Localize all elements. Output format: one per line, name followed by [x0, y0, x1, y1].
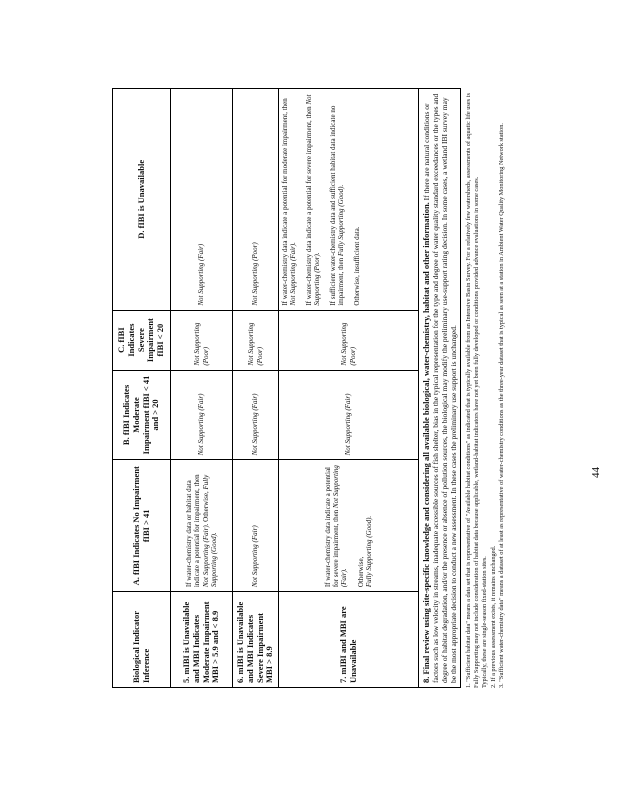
- header-column-d: D. fIBI is Unavailable: [113, 89, 171, 311]
- cell-7b: Not Supporting (Fair): [279, 370, 419, 460]
- cell-rating: Fully Supporting (Good).: [364, 515, 373, 588]
- header-column-c: C. fIBI Indicates Severe Impairment fIBI < 20: [113, 310, 171, 370]
- cell-rating: Fully Supporting (Good).: [201, 474, 218, 588]
- cell-7a: [279, 460, 419, 592]
- header-column-b: B. fIBI Indicates Moderate Impairment fIBI < 41 and > 20: [113, 370, 171, 460]
- cell-7d: [279, 89, 419, 311]
- cell-5c: Not Supporting (Poor): [171, 310, 233, 370]
- cell-6a: Not Supporting (Fair): [233, 460, 279, 592]
- cell-7c: Not Supporting (Poor): [279, 310, 419, 370]
- cell-rating: Not Supporting (Poor).: [305, 94, 322, 306]
- condition-moderate: [281, 93, 297, 306]
- row-label: 5. mIBI is Unavailable and MBI Indicates Moderate Impairment MBI > 5.9 and < 8.9: [171, 592, 233, 688]
- final-review-cell: [419, 89, 461, 688]
- cell-5a: [171, 460, 233, 592]
- footnote-2: 2. If a previous assessment exists, it remains unchanged.: [489, 545, 497, 688]
- table-row-5: [171, 89, 233, 688]
- cell-rating: Not Supporting (Fair).: [201, 523, 210, 588]
- row-label: 7. mIBI and MBI are Unavailable: [279, 592, 419, 688]
- cell-text: If water-chemistry data indicate a potential for moderate impairment, then: [281, 98, 289, 306]
- header-column-a: A. fIBI Indicates No Impairment fIBI > 41: [113, 460, 171, 592]
- cell-6d: Not Supporting (Poor): [233, 89, 279, 311]
- condition-none: [329, 93, 345, 306]
- table-row-7: [279, 89, 419, 688]
- final-review-text: If there are natural conditions or factors such as low velocity in streams, inadequate accessible sources of fish shelter, bias in the typical representation for the type and degree of water quality standard exceedances or the types and degree of habitat degradation, and/or the presence or absence of pollution sources, the biological may modify the preliminary use-support rating decision. In some cases, a wetland IBI survey may be the most appropriate decision to conduct a new assessment. In these cases the preliminary use support is unchanged.: [422, 93, 459, 683]
- footnotes: [465, 88, 506, 688]
- cell-text: If sufficient water-chemistry data and sufficient habitat data indicate no impairment, then: [329, 105, 346, 306]
- table-row-6: [233, 89, 279, 688]
- rotated-page-content: [112, 88, 572, 688]
- cell-text: Otherwise,: [201, 491, 210, 522]
- header-indicator: Biological Indicator Inference: [113, 592, 171, 688]
- use-support-table: [112, 88, 461, 688]
- footnote-1: 1. "Sufficient habitat data" means a data set that is representative of "Available habitat conditions" as indicated that is typically available from an Intensive Basin Survey. For a relatively few watersheds, assessments of aquatic life uses is Fully Supporting may not include consideration of habitat data because applicable, wetland-habitat indicators have not yet been fully developed or conditions provided advance evaluations in some cases.: [465, 93, 480, 688]
- cell-6c: Not Supporting (Poor): [233, 310, 279, 370]
- cell-5b: Not Supporting (Fair): [171, 370, 233, 460]
- row-label: 6. mIBI is Unavailable and MBI Indicates Severe Impairment MBI > 8.9: [233, 592, 279, 688]
- cell-5d: Not Supporting (Fair): [171, 89, 233, 311]
- cell-rating: Not Supporting (Fair).: [289, 242, 298, 306]
- cell-text: If water-chemistry data or habitat data indicate a potential for impairment, then: [185, 474, 202, 588]
- condition-severe: [305, 93, 321, 306]
- cell-text: If water-chemistry data indicate a potential for severe impairment, then: [305, 106, 314, 306]
- cell-6b: Not Supporting (Fair): [233, 370, 279, 460]
- table-row-8: [419, 89, 461, 688]
- final-review-heading: 8. Final review using site-specific knowledge and considering all available biological, water-chemistry, habitat and other information.: [421, 202, 431, 683]
- cell-rating: Fully Supporting (Good).: [337, 184, 346, 257]
- table-header-row: [113, 89, 171, 688]
- page-number: 44: [590, 467, 602, 478]
- footnote-3: 3. "Sufficient water-chemistry data" means a dataset of at least as representative of water-chemistry conditions as the three-year dataset that is typical as seen at a station in Ambient Water Quality Monitoring Network station.: [498, 123, 506, 688]
- cell-rating: Not Supporting (Fair).: [332, 465, 349, 588]
- cell-text: Otherwise,: [356, 556, 365, 588]
- cell-text: If water-chemistry data indicate a potential for severe impairment, then: [324, 467, 341, 588]
- footnote-1-cont: Typically, these are single-season fixed-station sites.: [481, 556, 489, 688]
- condition-otherwise: Otherwise, insufficient data.: [353, 226, 362, 306]
